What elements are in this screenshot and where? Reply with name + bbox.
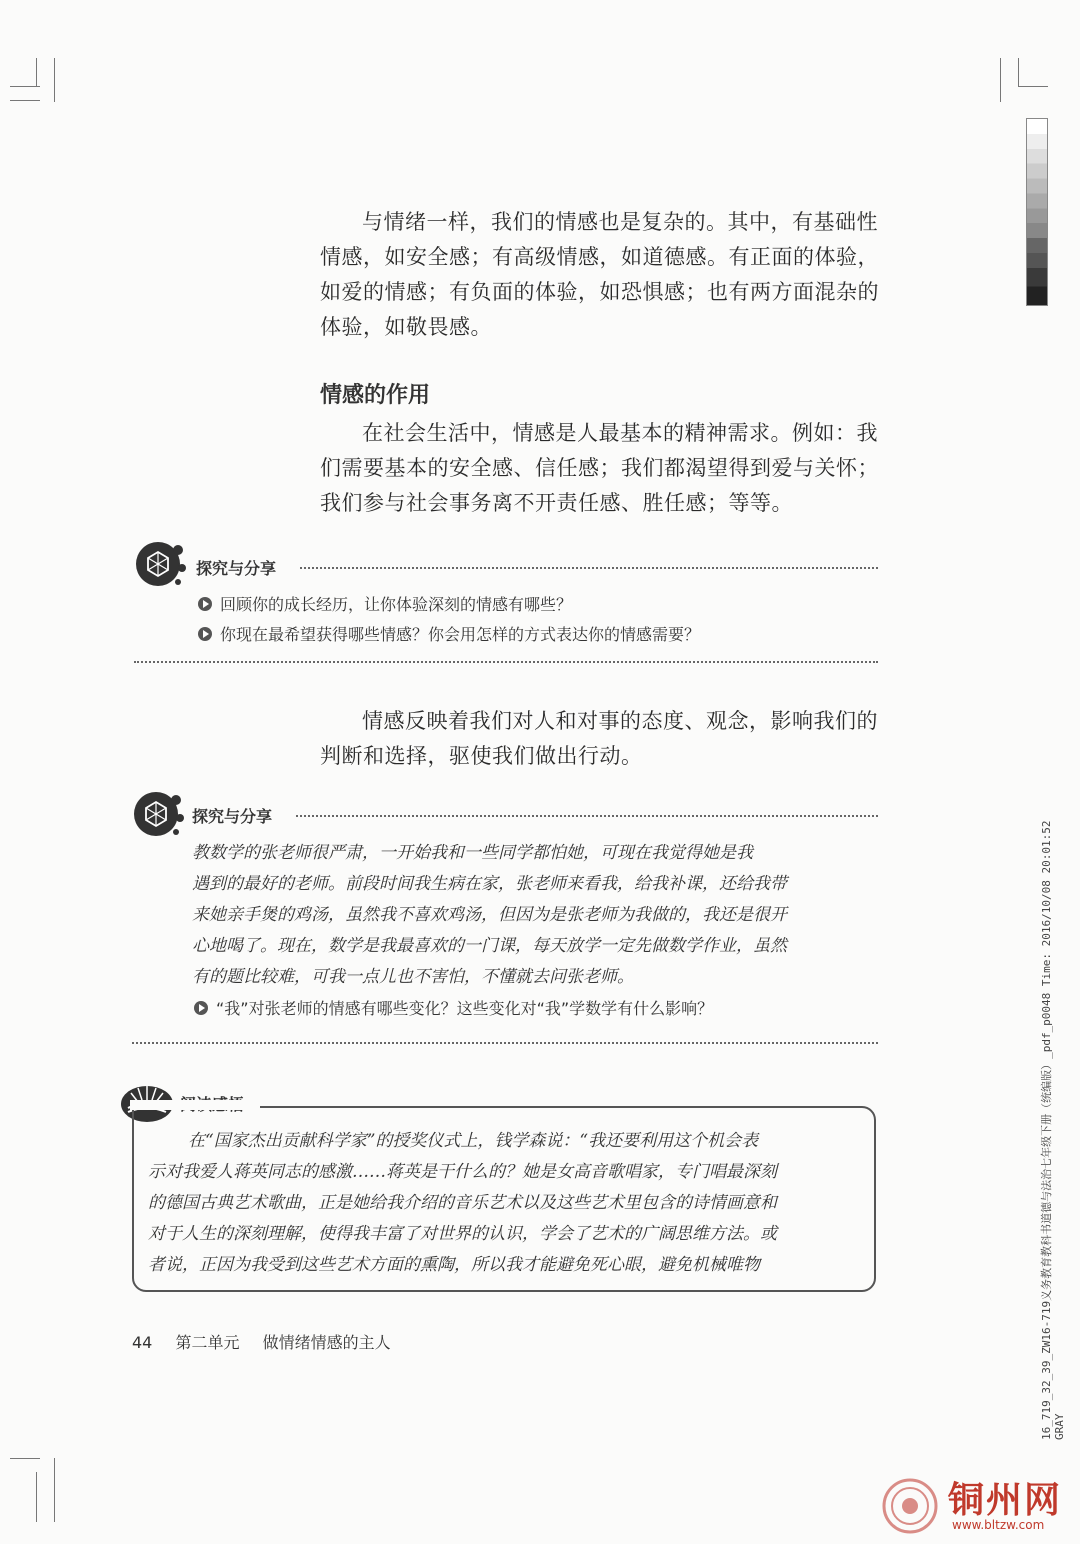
- crop-mark: [10, 1458, 40, 1459]
- print-info-mode: GRAY: [1053, 1413, 1066, 1440]
- dotted-divider: [296, 815, 878, 817]
- question-item: [198, 622, 700, 645]
- explore-title: 探究与分享: [196, 559, 277, 578]
- crop-mark: [1018, 58, 1019, 86]
- story-line: 有的题比较难，可我一点儿也不害怕，不懂就去问张老师。: [192, 967, 634, 987]
- unit-label: 第二单元: [175, 1333, 240, 1352]
- crop-mark: [1018, 86, 1048, 87]
- site-watermark: [880, 1472, 1075, 1540]
- text-line: 我们参与社会事务离不开责任感、胜任感；等等。: [320, 491, 793, 515]
- question-item: [194, 996, 713, 1019]
- unit-title: 做情绪情感的主人: [262, 1333, 391, 1352]
- crop-mark: [36, 1472, 37, 1522]
- question-text: “我”对张老师的情感有哪些变化？这些变化对“我”学数学有什么影响？: [216, 999, 714, 1018]
- reading-box-gap: [130, 1100, 260, 1110]
- intro-paragraph: [320, 205, 900, 345]
- text-line: 在社会生活中，情感是人最基本的精神需求。例如：我: [362, 421, 878, 445]
- crop-mark: [36, 58, 37, 86]
- text-line: 如爱的情感；有负面的体验，如恐惧感；也有两方面混杂的: [320, 280, 879, 304]
- reading-line: 的德国古典艺术歌曲，正是她给我介绍的音乐艺术以及这些艺术里包含的诗情画意和: [148, 1193, 777, 1213]
- text-line: 体验，如敬畏感。: [320, 315, 492, 339]
- story-paragraph: [192, 838, 872, 993]
- reading-line: 在“国家杰出贡献科学家”的授奖仪式上，钱学森说：“我还要利用这个机会表: [188, 1131, 759, 1151]
- text-line: 判断和选择，驱使我们做出行动。: [320, 744, 643, 768]
- print-info-line: 16_719_32_39_ZW16-719义务教育教科书道德与法治七年级下册（统编版）_pdf_p0048 Time: 2016/10/08 20:01:52: [1040, 820, 1053, 1440]
- text-line: 与情绪一样，我们的情感也是复杂的。其中，有基础性: [362, 210, 878, 234]
- page-number: 44: [132, 1333, 153, 1352]
- reading-line: 示对我爱人蒋英同志的感激……蒋英是干什么的？她是女高音歌唱家，专门唱最深刻: [148, 1162, 777, 1182]
- text-line: 情感，如安全感；有高级情感，如道德感。有正面的体验，: [320, 245, 879, 269]
- watermark-site-name: 铜州网: [948, 1479, 1063, 1521]
- explore-share-icon: [134, 540, 188, 588]
- page-footer: [132, 1330, 409, 1353]
- bullet-arrow-icon: [198, 627, 212, 641]
- story-line: 心地喝了。现在，数学是我最喜欢的一门课，每天放学一定先做数学作业，虽然: [192, 936, 787, 956]
- explore-share-icon: [132, 790, 186, 838]
- reading-paragraph: [148, 1126, 868, 1281]
- story-line: 来她亲手煲的鸡汤，虽然我不喜欢鸡汤，但因为是张老师为我做的，我还是很开: [192, 905, 787, 925]
- bullet-arrow-icon: [194, 1001, 208, 1015]
- text-line: 情感反映着我们对人和对事的态度、观念，影响我们的: [362, 709, 878, 733]
- dotted-divider: [134, 661, 878, 663]
- story-line: 教数学的张老师很严肃，一开始我和一些同学都怕她，可现在我觉得她是我: [192, 843, 753, 863]
- crop-mark: [10, 86, 40, 87]
- dotted-divider: [132, 1042, 878, 1044]
- bullet-arrow-icon: [198, 597, 212, 611]
- reading-line: 对于人生的深刻理解，使得我丰富了对世界的认识，学会了艺术的广阔思维方法。或: [148, 1224, 777, 1244]
- print-info-side-text: [1040, 821, 1066, 1440]
- dotted-divider: [300, 567, 878, 569]
- watermark-seal-icon: [880, 1476, 940, 1536]
- crop-mark: [54, 58, 55, 102]
- explore-title: 探究与分享: [192, 807, 273, 826]
- crop-mark: [1000, 58, 1001, 102]
- section-paragraph: [320, 416, 900, 521]
- question-item: [198, 592, 572, 615]
- watermark-url: www.bltzw.com: [952, 1518, 1045, 1532]
- grayscale-strip: [1026, 118, 1048, 306]
- crop-mark: [54, 1458, 55, 1522]
- reading-line: 者说，正因为我受到这些艺术方面的熏陶，所以我才能避免死心眼，避免机械唯物: [148, 1255, 760, 1275]
- question-text: 回顾你的成长经历，让你体验深刻的情感有哪些？: [220, 595, 573, 614]
- crop-mark: [10, 100, 40, 101]
- section-heading: 情感的作用: [320, 383, 431, 408]
- story-line: 遇到的最好的老师。前段时间我生病在家，张老师来看我，给我补课，还给我带: [192, 874, 787, 894]
- text-line: 们需要基本的安全感、信任感；我们都渴望得到爱与关怀；: [320, 456, 879, 480]
- middle-paragraph: [320, 704, 900, 774]
- question-text: 你现在最希望获得哪些情感？你会用怎样的方式表达你的情感需要？: [220, 625, 701, 644]
